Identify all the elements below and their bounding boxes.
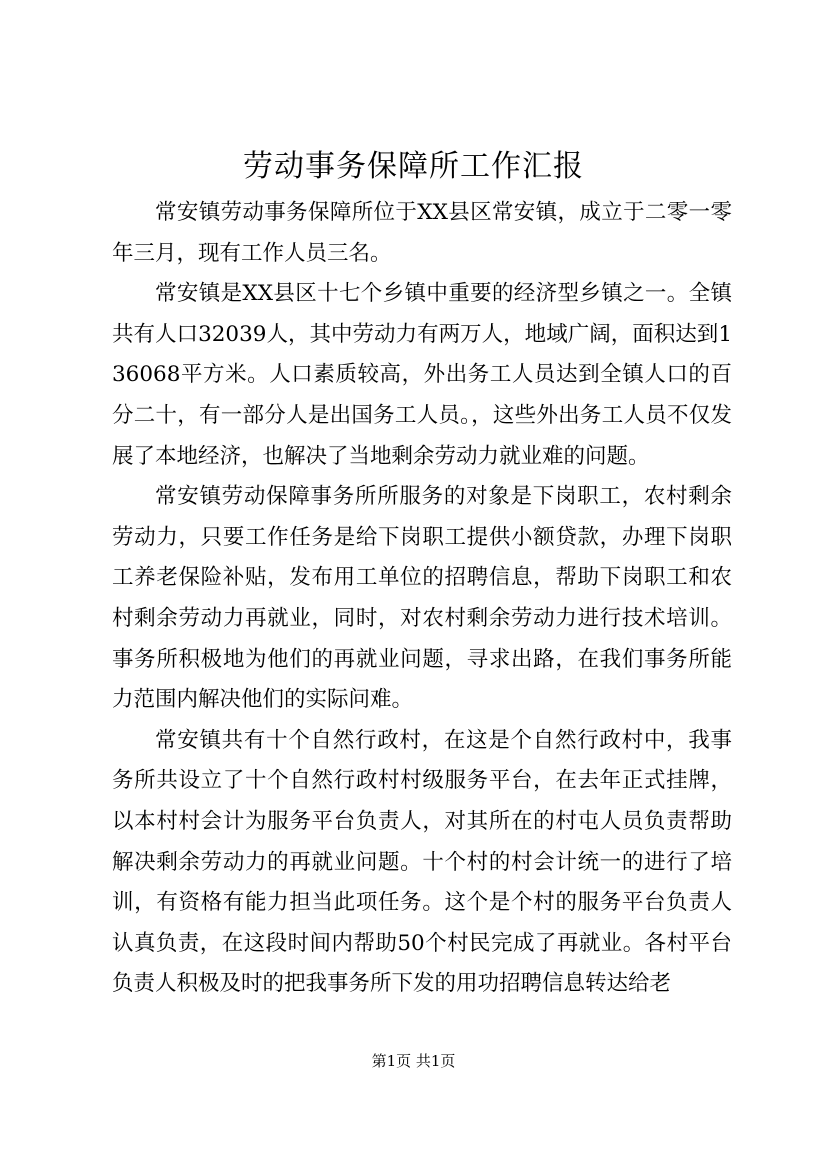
paragraph-2: 常安镇是XX县区十七个乡镇中重要的经济型乡镇之一。全镇共有人口32039人，其中劳动力有两万人，地域广阔，面积达到136068平方米。人口素质较高，外出务工人员达到全镇人口的百分二十，有一部分人是出国务工人员。，这些外出务工人员不仅发展了本地经济，也解决了当地剩余劳动力就业难的问题。 <box>112 281 732 469</box>
document-title: 劳动事务保障所工作汇报 <box>243 149 584 184</box>
paragraph-4: 常安镇共有十个自然行政村，在这是个自然行政村中，我事务所共设立了十个自然行政村村级服务平台，在去年正式挂牌，以本村村会计为服务平台负责人，对其所在的村屯人员负责帮助解决剩余劳动力的再就业问题。十个村的村会计统一的进行了培训，有资格有能力担当此项任务。这个是个村的服务平台负责人认真负责，在这段时间内帮助50个村民完成了再就业。各村平台负责人积极及时的把我事务所下发的用功招聘信息转达给老 <box>112 727 732 997</box>
paragraph-1: 常安镇劳动事务保障所位于XX县区常安镇，成立于二零一零年三月，现有工作人员三名。 <box>112 200 732 266</box>
document-body <box>112 193 732 1005</box>
paragraph-3: 常安镇劳动保障事务所所服务的对象是下岗职工，农村剩余劳动力，只要工作任务是给下岗职工提供小额贷款，办理下岗职工养老保险补贴，发布用工单位的招聘信息，帮助下岗职工和农村剩余劳动力再就业，同时，对农村剩余劳动力进行技术培训。事务所积极地为他们的再就业问题，寻求出路，在我们事务所能力范围内解决他们的实际问难。 <box>112 484 732 713</box>
page-footer: 第1页 共1页 <box>371 1052 456 1070</box>
